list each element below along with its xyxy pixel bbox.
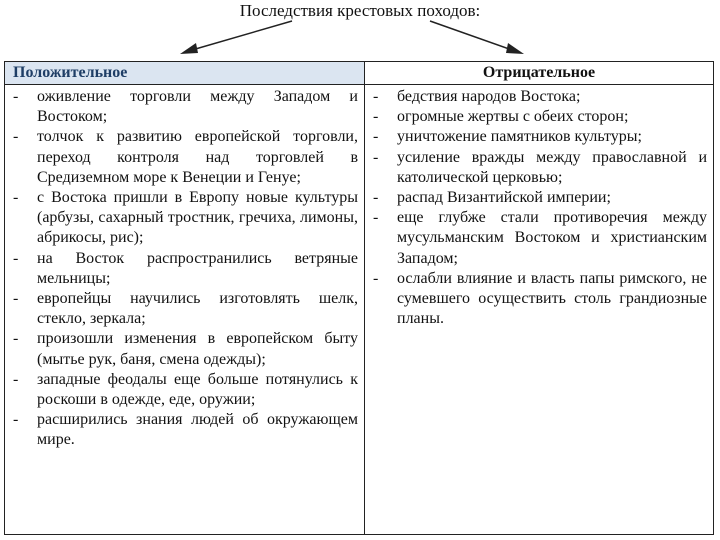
bullet-dash: - [13,370,19,388]
bullet-dash: - [13,189,19,207]
positive-item-text: с Востока пришли в Европу новые культуры (арбузы, сахарный тростник, гречиха, лимоны, абрикосы, рис); [37,189,358,247]
arrow-right [430,21,512,50]
positive-item [11,127,358,188]
positive-item [11,188,358,249]
negative-item-text: ослабли влияние и власть папы римского, не сумевшего осуществить столь грандиозные планы. [397,269,707,328]
negative-item-text: еще глубже стали противоречия между мусульманским Востоком и христианским Западом; [397,209,707,267]
positive-item [11,329,358,369]
negative-item-text: усиление вражды между православной и католической церковью; [397,148,707,186]
arrow-left [192,21,292,50]
positive-item-text: расширились знания людей об окружающем мире. [37,411,358,449]
positive-item [11,87,358,127]
negative-header: Отрицательное [482,64,596,81]
page-title: Последствия крестовых походов: [239,1,481,20]
bullet-dash: - [13,290,19,308]
bullet-dash: - [13,411,19,429]
consequences-table [4,61,714,535]
bullet-dash: - [13,88,19,105]
arrow-right-head [506,43,524,54]
bullet-dash: - [373,209,379,227]
bullet-dash: - [373,128,379,146]
negative-item [371,269,707,330]
negative-column [365,85,713,534]
arrows [0,12,720,62]
positive-item-text: европейцы научились изготовлять шелк, стекло, зеркала; [37,290,358,328]
negative-item-text: огромные жертвы с обеих сторон; [397,108,629,126]
bullet-dash: - [13,128,19,146]
positive-item-text: западные феодалы еще больше потянулись к роскоши в одежде, еде, оружии; [37,370,358,409]
positive-item-text: на Восток распространились ветряные мельницы; [37,249,358,287]
positive-item-text: произошли изменения в европейском быту (мытье рук, баня, смена одежды); [37,330,358,368]
positive-column [5,85,365,534]
bullet-dash: - [373,148,379,166]
bullet-dash: - [13,249,19,267]
bullet-dash: - [373,189,379,207]
positive-item [11,370,358,410]
positive-list [11,87,358,451]
bullet-dash: - [13,330,19,348]
negative-item-text: уничтожение памятников культуры; [397,128,642,146]
bullet-dash: - [373,88,379,105]
bullet-dash: - [373,269,379,287]
negative-item [371,127,707,147]
positive-item [11,249,358,289]
negative-item [371,107,707,127]
positive-item [11,289,358,329]
positive-item-text: оживление торговли между Западом и Востоком; [37,88,358,126]
negative-item [371,148,707,188]
table-header-row [5,62,713,85]
table-body-row [5,85,713,534]
positive-item-text: толчок к развитию европейской торговли, переход контроля над торговлей в Средиземном море к Венеции и Генуе; [37,128,358,186]
positive-item [11,410,358,450]
positive-header: Положительное [5,62,365,84]
negative-item [371,188,707,208]
negative-item-text: распад Византийской империи; [397,189,611,207]
negative-list [371,87,707,329]
arrow-left-head [180,43,198,54]
negative-item [371,208,707,269]
bullet-dash: - [373,108,379,126]
negative-item [371,87,707,107]
negative-item-text: бедствия народов Востока; [397,88,581,105]
